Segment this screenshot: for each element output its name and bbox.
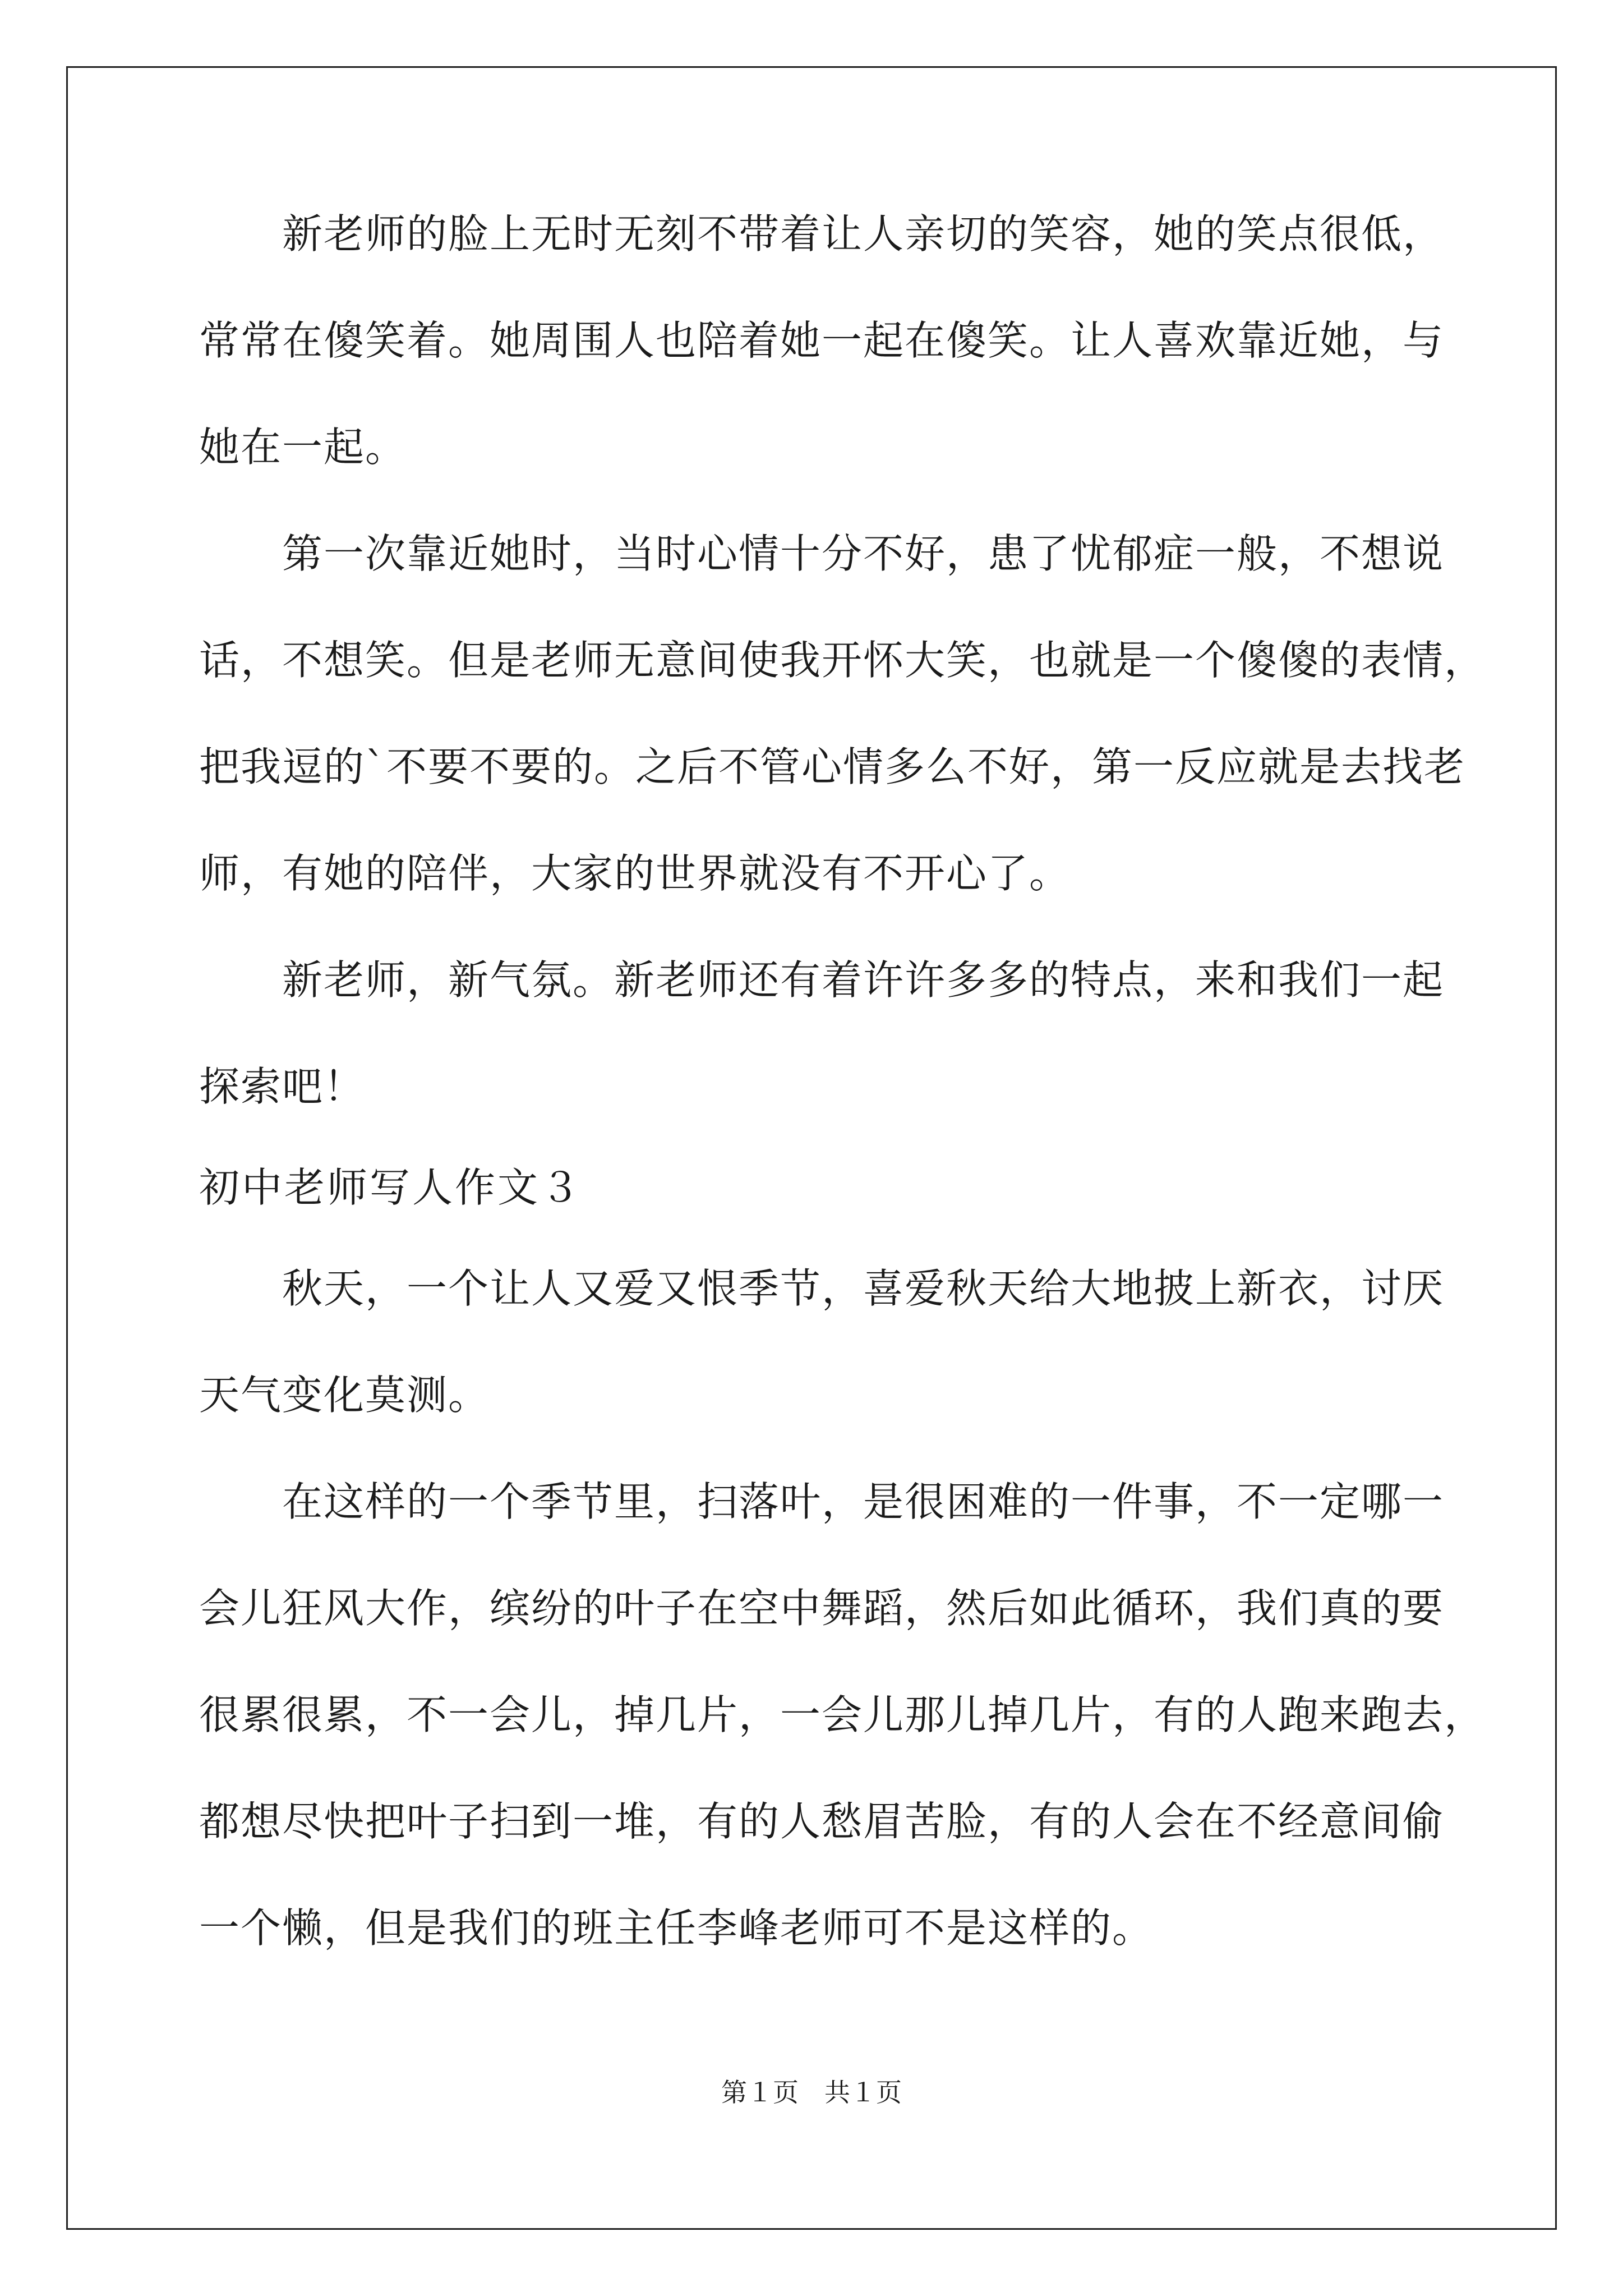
text-line: 会儿狂风大作，缤纷的叶子在空中舞蹈，然后如此循环，我们真的要 — [199, 1585, 1445, 1632]
text-line: 探索吧！ — [199, 1063, 366, 1110]
text-line: 很累很累，不一会儿，掉几片，一会儿那儿掉几片，有的人跑来跑去， — [199, 1691, 1486, 1738]
text-line: 新老师的脸上无时无刻不带着让人亲切的笑容，她的笑点很低， — [282, 210, 1445, 257]
text-line: 第一次靠近她时，当时心情十分不好，患了忧郁症一般，不想说 — [282, 530, 1445, 577]
page-number: 第１页 共１页 — [721, 2077, 902, 2108]
text-line: 天气变化莫测。 — [199, 1372, 490, 1419]
section-heading: 初中老师写人作文３ — [199, 1164, 583, 1211]
text-line: 秋天，一个让人又爱又恨季节，喜爱秋天给大地披上新衣，讨厌 — [282, 1265, 1445, 1312]
text-line: 话，不想笑。但是老师无意间使我开怀大笑，也就是一个傻傻的表情， — [199, 637, 1486, 684]
text-line: 新老师，新气氛。新老师还有着许许多多的特点，来和我们一起 — [282, 956, 1445, 1004]
text-line: 都想尽快把叶子扫到一堆，有的人愁眉苦脸，有的人会在不经意间偷 — [199, 1798, 1445, 1845]
text-line: 把我逗的`不要不要的。之后不管心情多么不好，第一反应就是去找老 — [199, 743, 1466, 790]
text-line: 师，有她的陪伴，大家的世界就没有不开心了。 — [199, 850, 1071, 897]
text-line: 她在一起。 — [199, 424, 407, 471]
text-line: 在这样的一个季节里，扫落叶，是很困难的一件事，不一定哪一 — [282, 1478, 1445, 1525]
text-line: 一个懒，但是我们的班主任李峰老师可不是这样的。 — [199, 1904, 1154, 1952]
text-line: 常常在傻笑着。她周围人也陪着她一起在傻笑。让人喜欢靠近她，与 — [199, 317, 1445, 364]
